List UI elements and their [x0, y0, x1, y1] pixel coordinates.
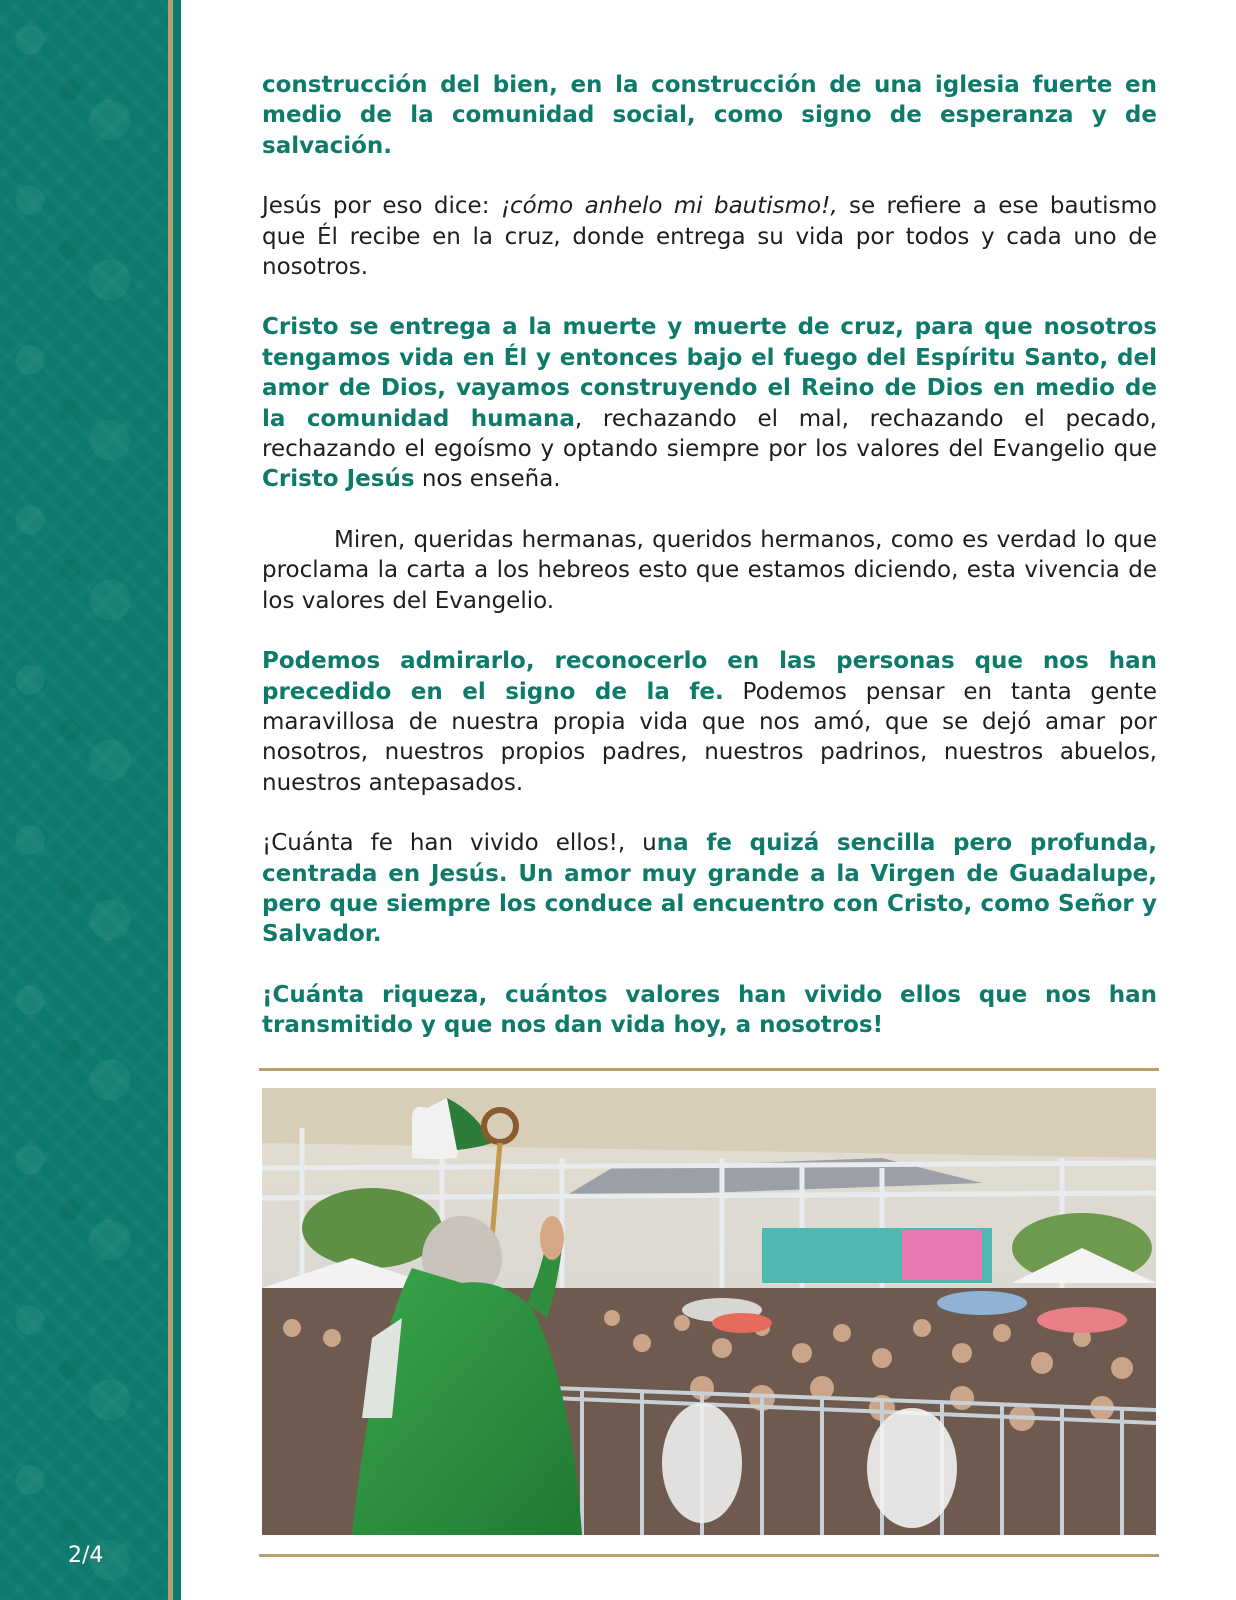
paragraph-5-segment-1: Podemos admirarlo, reconocerlo en las personas que nos han precedido en el signo de la fe.	[262, 648, 1157, 705]
paragraph-2	[262, 191, 1157, 282]
paragraph-3	[262, 312, 1157, 494]
paragraph-3-segment-4: nos enseña.	[414, 466, 561, 493]
paragraph-2-segment-3: se refiere a ese bautismo que Él recibe en la cruz, donde entrega su vida por todos y cada uno de nosotros.	[262, 193, 1157, 281]
paragraph-1-segment-1: construcción del bien, en la construcción de una iglesia fuerte en medio de la comunidad social, como signo de esperanza y de salvación.	[262, 72, 1157, 159]
paragraph-6	[262, 828, 1157, 950]
paragraph-4	[262, 525, 1157, 616]
photo-bishop-blessing-crowd	[262, 1088, 1156, 1535]
paragraph-1	[262, 70, 1157, 161]
divider-bottom	[259, 1554, 1159, 1557]
paragraph-2-segment-2: ¡cómo anhelo mi bautismo!,	[500, 193, 838, 220]
paragraph-3-segment-2: , rechazando el mal, rechazando el pecado, rechazando el egoísmo y optando siempre por los valores del Evangelio que	[262, 405, 1157, 463]
decorative-sidebar	[0, 0, 168, 1600]
paragraph-6-segment-2: na fe quizá sencilla pero profunda, centrada en Jesús. Un amor muy grande a la Virgen de Guadalupe, pero que siempre los conduce al encuentro con Cristo, como Señor y Salvador.	[262, 830, 1157, 948]
paragraph-2-segment-1: Jesús por eso dice:	[262, 193, 501, 220]
divider-top	[259, 1068, 1159, 1071]
article-body	[262, 70, 1157, 1071]
paragraph-6-segment-1: ¡Cuánta fe han vivido ellos!, u	[262, 830, 657, 857]
paragraph-7	[262, 980, 1157, 1041]
paragraph-5	[262, 646, 1157, 798]
paragraph-7-segment-1: ¡Cuánta riqueza, cuántos valores han vivido ellos que nos han transmitido y que nos dan vida hoy, a nosotros!	[262, 981, 1157, 1039]
page-number: 2/4	[68, 1543, 104, 1568]
sidebar-teal-stripe	[173, 0, 181, 1600]
paragraph-4-segment-1: Miren, queridas hermanas, queridos hermanos, como es verdad lo que proclama la carta a los hebreos esto que estamos diciendo, esta vivencia de los valores del Evangelio.	[262, 526, 1157, 614]
paragraph-3-segment-3: Cristo Jesús	[262, 466, 415, 493]
paragraph-5-segment-2: Podemos pensar en tanta gente maravillosa de nuestra propia vida que nos amó, que se dejó amar por nosotros, nuestros propios padres, nuestros padrinos, nuestros abuelos, nuestros antepasados.	[262, 678, 1157, 796]
paragraph-3-segment-1: Cristo se entrega a la muerte y muerte de cruz, para que nosotros tengamos vida en Él y entonces bajo el fuego del Espíritu Santo, del amor de Dios, vayamos construyendo el Reino de Dios en medio de la comunidad humana	[262, 314, 1157, 432]
